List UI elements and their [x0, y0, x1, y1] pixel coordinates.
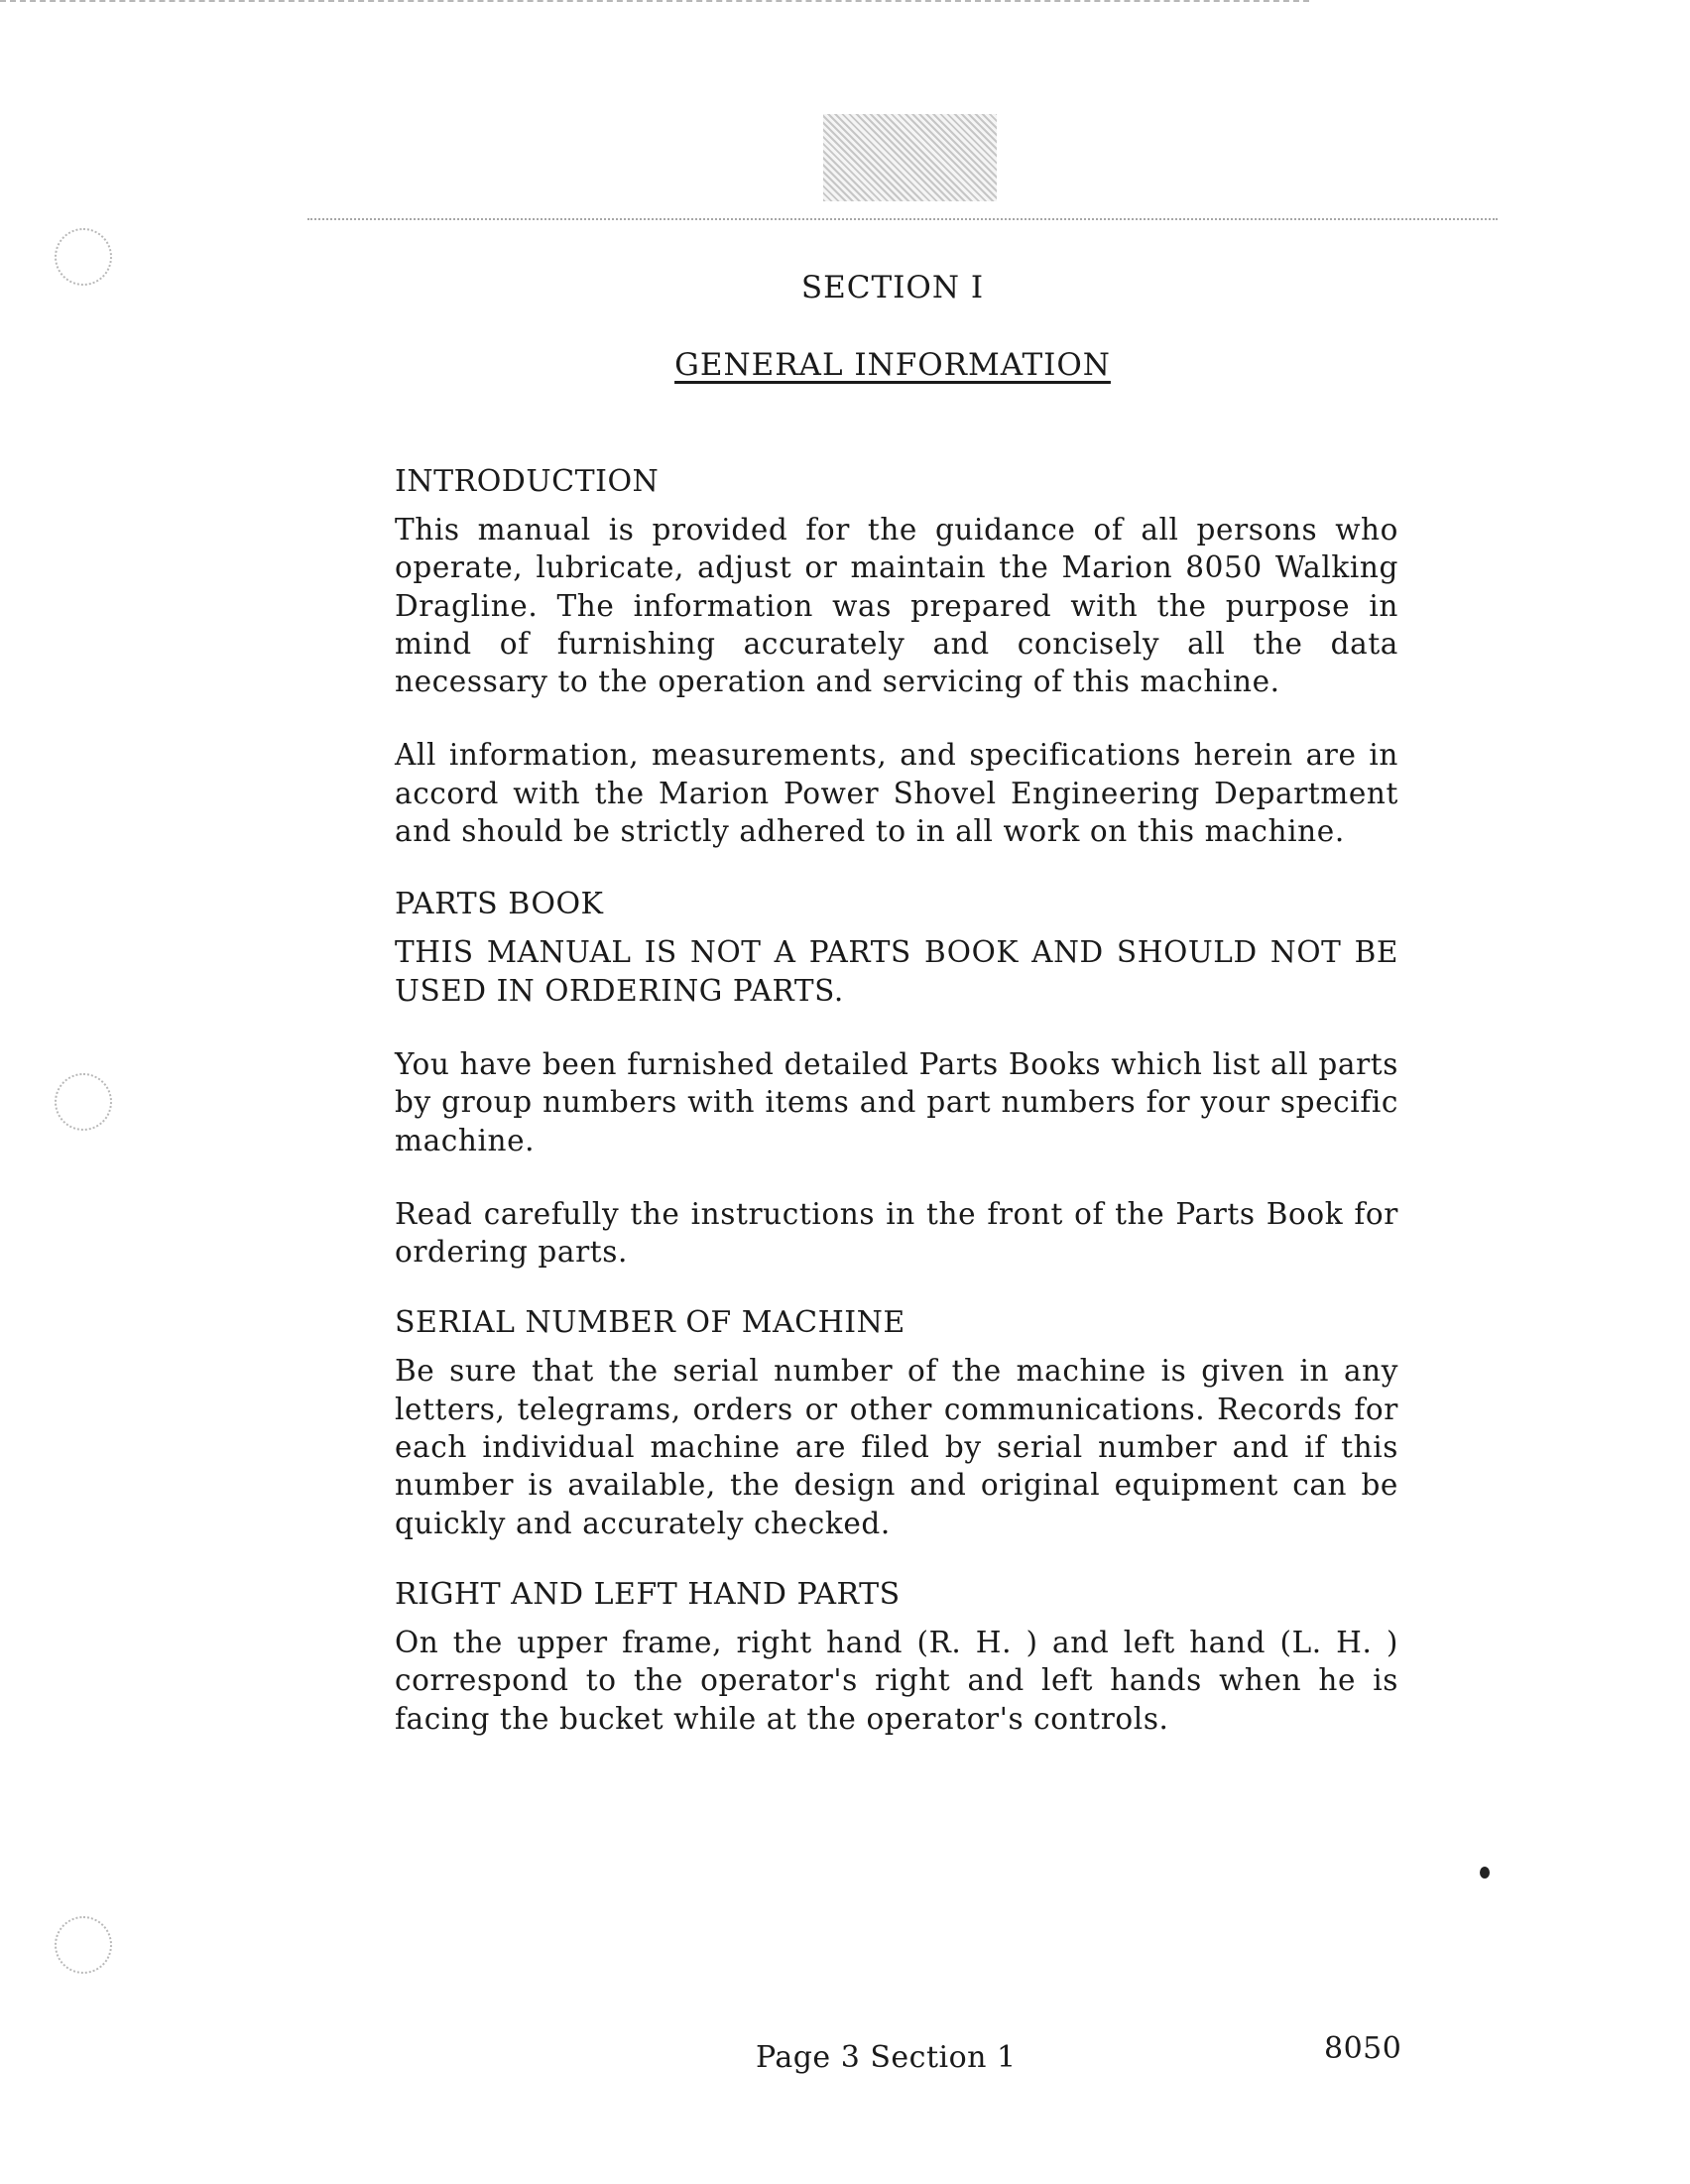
- manual-body: [395, 463, 1398, 1773]
- section-serial-number: [395, 1304, 1398, 1541]
- paragraph: This manual is provided for the guidance of all persons who operate, lubricate, adjust or maintain the Marion 8050 Walking Dragline. The information was prepared with the purpose in mind of furnishing accurately and concisely all the data necessary to the operation and servicing of this machine.: [395, 513, 1398, 699]
- model-number: 8050: [1324, 2031, 1402, 2066]
- scan-speck: [1480, 1867, 1490, 1879]
- punch-hole-icon: [55, 1916, 112, 1974]
- section-heading: INTRODUCTION: [395, 464, 660, 499]
- section-heading: RIGHT AND LEFT HAND PARTS: [395, 1576, 901, 1612]
- paragraph: THIS MANUAL IS NOT A PARTS BOOK AND SHOULD NOT BE USED IN ORDERING PARTS.: [395, 935, 1398, 1008]
- section-heading: PARTS BOOK: [395, 887, 604, 922]
- punch-hole-icon: [55, 1073, 112, 1131]
- paragraph: Read carefully the instructions in the front of the Parts Book for ordering parts.: [395, 1196, 1398, 1270]
- header-rule: [307, 218, 1498, 223]
- section-title: SECTION I: [800, 270, 985, 305]
- section-introduction: [395, 463, 1398, 850]
- paragraph: You have been furnished detailed Parts Books which list all parts by group numbers with items and part numbers for your specific machine.: [395, 1046, 1398, 1157]
- section-subtitle: [0, 347, 1690, 383]
- paragraph: Be sure that the serial number of the machine is given in any letters, telegrams, orders or other communications. Records for each individual machine are filed by serial number and if this number is available, the design and original equipment can be quickly and accurately checked.: [395, 1354, 1398, 1540]
- paragraph: On the upper frame, right hand (R. H. ) and left hand (L. H. ) correspond to the operator's right and left hands when he is facing the bucket while at the operator's controls.: [395, 1625, 1398, 1736]
- scan-top-edge: [0, 0, 1309, 6]
- stamp-mark: [823, 114, 997, 201]
- paragraph: All information, measurements, and specifications herein are in accord with the Marion Power Shovel Engineering Department and should be strictly adhered to in all work on this machine.: [395, 738, 1398, 849]
- section-parts-book: [395, 886, 1398, 1271]
- section-subtitle-text: GENERAL INFORMATION: [674, 347, 1111, 383]
- section-right-left-parts: [395, 1576, 1398, 1738]
- page-number: Page 3 Section 1: [756, 2040, 1017, 2075]
- section-heading: SERIAL NUMBER OF MACHINE: [395, 1305, 905, 1341]
